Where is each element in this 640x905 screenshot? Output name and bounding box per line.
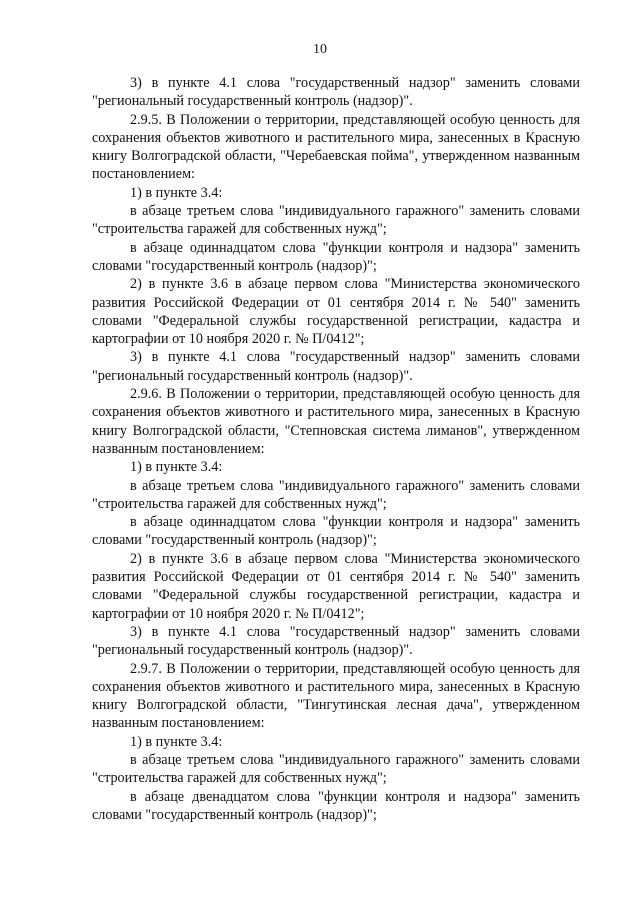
paragraph: 1) в пункте 3.4: <box>130 459 223 476</box>
paragraph: в абзаце третьем слова "индивидуального гаражного" заменить словами "строительства гаражей для собственных нужд"; <box>92 203 580 238</box>
paragraph: в абзаце третьем слова "индивидуального гаражного" заменить словами "строительства гаражей для собственных нужд"; <box>92 477 580 512</box>
paragraph: в абзаце третьем слова "индивидуального гаражного" заменить словами "строительства гаражей для собственных нужд"; <box>92 751 580 787</box>
paragraph: в абзаце одиннадцатом слова "функции контроля и надзора" заменить словами "государственный контроль (надзор)"; <box>92 239 580 274</box>
paragraph: 3) в пункте 4.1 слова "государственный надзор" заменить словами "региональный государственный контроль (надзор)". <box>92 75 580 110</box>
paragraph: 1) в пункте 3.4: <box>130 733 223 750</box>
paragraph: 3) в пункте 4.1 слова "государственный надзор" заменить словами "региональный государственный контроль (надзор)". <box>92 349 580 384</box>
paragraph: 3) в пункте 4.1 слова "государственный надзор" заменить словами "региональный государственный контроль (надзор)". <box>92 623 580 659</box>
page-number: 10 <box>313 42 327 57</box>
paragraph: 1) в пункте 3.4: <box>130 184 223 201</box>
paragraph: в абзаце одиннадцатом слова "функции контроля и надзора" заменить словами "государственный контроль (надзор)"; <box>92 514 580 549</box>
paragraph: 2.9.7. В Положении о территории, представляющей особую ценность для сохранения объектов животного и растительного мира, занесенных в Красную книгу Волгоградской области, "Тингутинская лесная дача", утвержденном названным постановлением: <box>92 660 580 732</box>
document-body <box>92 74 580 824</box>
paragraph: 2.9.5. В Положении о территории, представляющей особую ценность для сохранения объектов животного и растительного мира, занесенных в Красную книгу Волгоградской области, "Черебаевская пойма", утвержденном названным постановлением: <box>92 111 580 183</box>
paragraph: 2) в пункте 3.6 в абзаце первом слова "Министерства экономического развития Российской Федерации от 01 сентября 2014 г. № 540" заменить словами "Федеральной службы государственной регистрации, кадастра и картографии от 10 ноября 2020 г. № П/0412"; <box>92 276 580 348</box>
paragraph: 2.9.6. В Положении о территории, представляющей особую ценность для сохранения объектов животного и растительного мира, занесенных в Красную книгу Волгоградской области, "Степновская система лиманов", утвержденном названным постановлением: <box>92 386 580 457</box>
paragraph: в абзаце двенадцатом слова "функции контроля и надзора" заменить словами "государственный контроль (надзор)"; <box>92 788 580 823</box>
paragraph: 2) в пункте 3.6 в абзаце первом слова "Министерства экономического развития Российской Федерации от 01 сентября 2014 г. № 540" заменить словами "Федеральной службы государственной регистрации, кадастра и картографии от 10 ноября 2020 г. № П/0412"; <box>92 550 580 622</box>
